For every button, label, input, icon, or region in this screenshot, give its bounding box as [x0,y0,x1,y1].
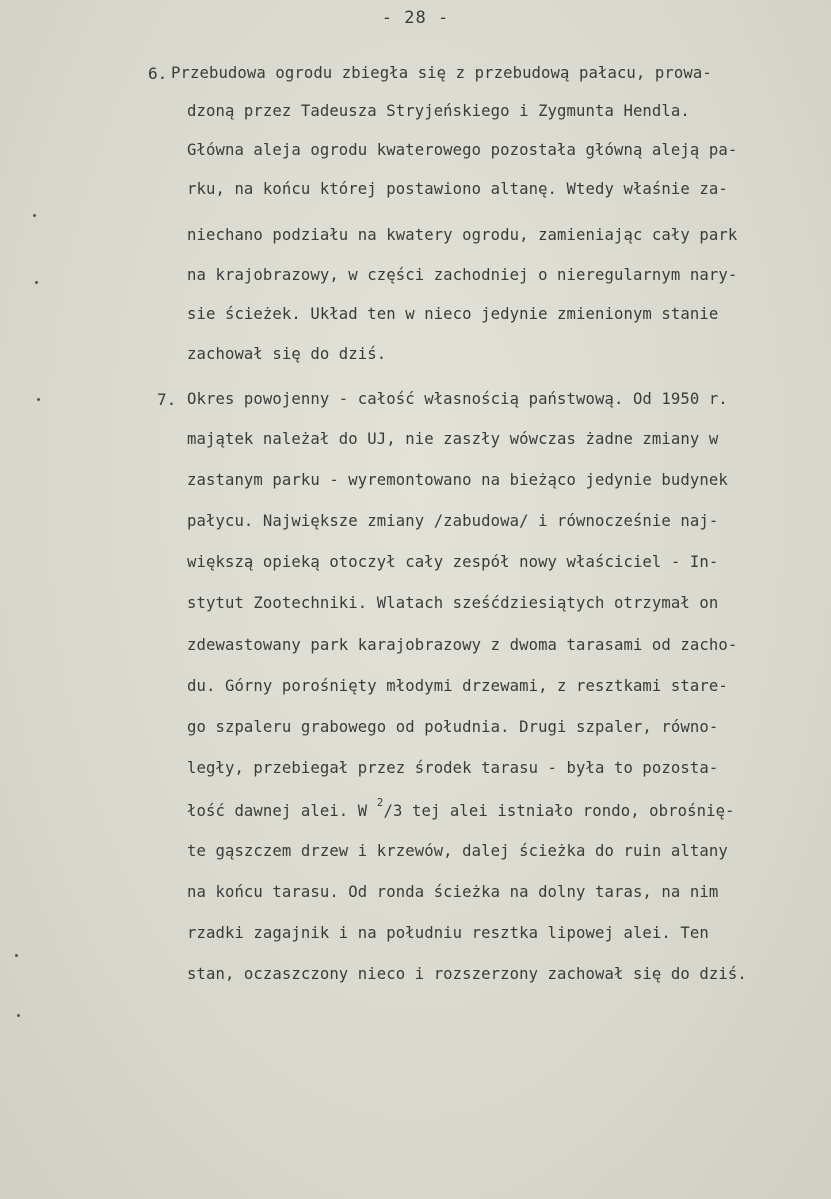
text-line: zastanym parku - wyremontowano na bieżąco jedynie budynek [187,471,728,489]
scan-speck [17,1014,20,1017]
text-line: Przebudowa ogrodu zbiegła się z przebudową pałacu, prowa- [171,64,712,82]
scan-speck [37,398,40,401]
text-line: Okres powojenny - całość własnością państwową. Od 1950 r. [187,390,728,408]
text-line: stytut Zootechniki. Wlatach sześćdziesiątych otrzymał on [187,594,719,612]
text-line: zachował się do dziś. [187,345,387,363]
scan-speck [35,281,38,284]
page-number: - 28 - [381,8,450,28]
paragraph-number-7: 7. [157,390,177,409]
text-line: legły, przebiegał przez środek tarasu - była to pozosta- [187,759,719,777]
text-line: te gąszczem drzew i krzewów, dalej ścieżka do ruin altany [187,842,728,860]
text-line: na krajobrazowy, w części zachodniej o nieregularnym nary- [187,266,738,284]
text-line: dzoną przez Tadeusza Stryjeńskiego i Zygmunta Hendla. [187,102,690,120]
text-line: na końcu tarasu. Od ronda ścieżka na dolny taras, na nim [187,883,719,901]
text-line: pałycu. Największe zmiany /zabudowa/ i równocześnie naj- [187,512,719,530]
text-line: du. Górny porośnięty młodymi drzewami, z resztkami stare- [187,677,728,695]
text-line: niechano podziału na kwatery ogrodu, zamieniając cały park [187,226,738,244]
text-line: rzadki zagajnik i na południu resztka lipowej alei. Ten [187,924,709,942]
text-line-with-fraction: łość dawnej alei. W $^2$/3 tej alei istniało rondo, obrośnię- [187,796,735,821]
text-line: majątek należał do UJ, nie zaszły wówczas żadne zmiany w [187,430,719,448]
scan-speck [33,214,36,217]
text-line: stan, oczaszczony nieco i rozszerzony zachował się do dziś. [187,965,747,983]
paragraph-number-6: 6. [148,64,168,83]
text-line: większą opieką otoczył cały zespół nowy właściciel - In- [187,553,719,571]
text-line: Główna aleja ogrodu kwaterowego pozostała główną aleją pa- [187,141,738,159]
scan-speck [15,954,18,957]
text-line: zdewastowany park karajobrazowy z dwoma tarasami od zacho- [187,636,738,654]
text-line: go szpaleru grabowego od południa. Drugi szpaler, równo- [187,718,719,736]
text-line: rku, na końcu której postawiono altanę. Wtedy właśnie za- [187,180,728,198]
fraction-numerator: 2 [376,796,384,809]
text-line: sie ścieżek. Układ ten w nieco jedynie zmienionym stanie [187,305,719,323]
